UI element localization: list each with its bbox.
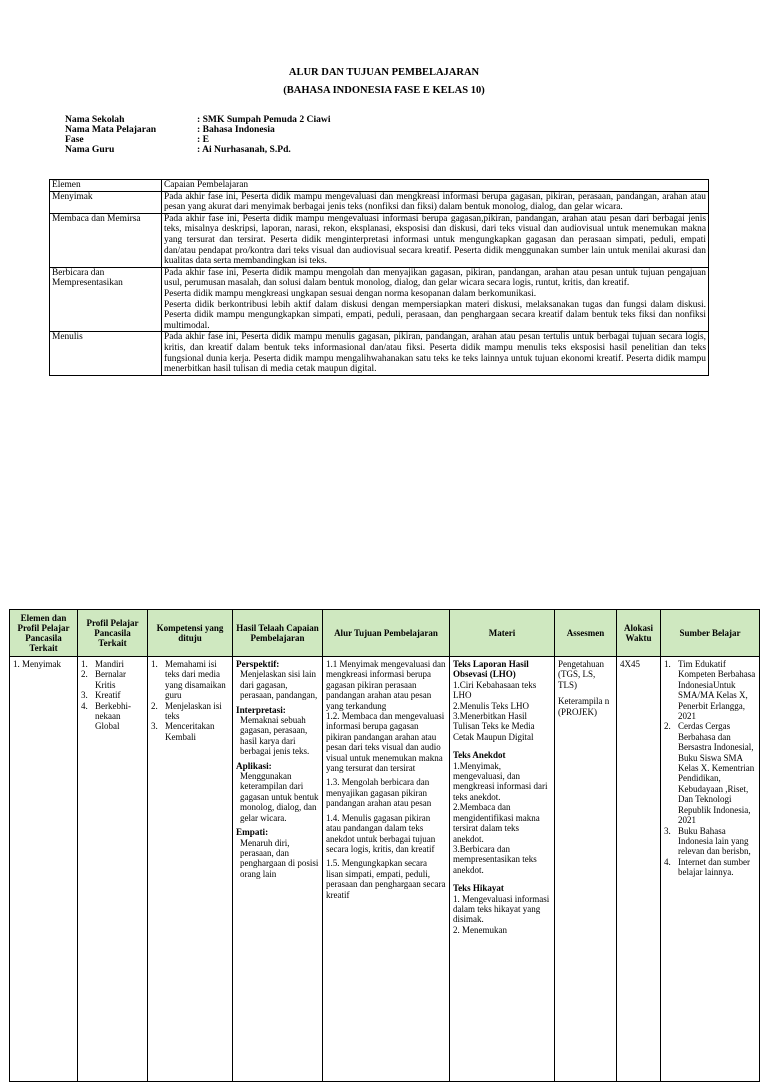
- materi-item: 2.Membaca dan mengidentifikasi makna tersirat dalam teks anekdot.: [453, 802, 540, 844]
- materi-item: 2. Menemukan: [453, 924, 507, 935]
- atp-header-row: [10, 610, 760, 657]
- capaian-table: [49, 179, 709, 376]
- alur-item: 1.5. Mengungkapkan secara lisan simpati, empati, peduli, perasaan dan penghargaan secara kreatif: [326, 858, 446, 900]
- atp-table: [9, 609, 760, 1082]
- document-title: ALUR DAN TUJUAN PEMBELAJARAN: [288, 67, 480, 78]
- list-item: 2. Cerdas Cergas Berbahasa dan Bersastra Indonesial, Buku Siswa SMA Kelas X. Kementrian Pendidikan, Kebudayaan ,Riset, Dan Teknologi Republik Indonesia, 2021: [664, 721, 755, 826]
- info-value: : Bahasa Indonesia: [197, 124, 275, 135]
- capaian-header-row: [50, 180, 709, 192]
- materi-item: 3.Berbicara dan mempresentasikan teks anekdot.: [453, 843, 537, 875]
- telaah-text: Menggunakan keterampilan dari gagasan untuk bentuk monolog, dialog, dan gelar wicara.: [240, 771, 319, 823]
- materi-heading: Teks Laporan Hasil Obsevasi (LHO): [453, 659, 529, 680]
- capaian-text-paragraph: Peserta didik berkontribusi lebih aktif dalam diskusi dengan mempersiapkan materi diskusi, melaksanakan tugas dan fungsi dalam diskusi. Peserta didik mampu mengungkapkan simpati, empati, peduli, perasaan, dan penghargaan secara kreatif dalam bentuk teks fiksi dan nonfiksi multimodal.: [164, 299, 706, 331]
- capaian-text-paragraph: Pada akhir fase ini, Peserta didik mampu mengolah dan menyajikan gagasan, pikiran, pandangan, arahan atau pesan untuk tujuan pengajuan usul, perumusan masalah, dan solusi dalam bentuk monolog, dialog, dan gelar wicara secara logis, runtut, kritis, dan kreatif.: [164, 267, 706, 289]
- capaian-text-cell: Pada akhir fase ini, Peserta didik mampu mengevaluasi dan mengkreasi informasi berupa gagasan, pikiran, perasaan, pandangan, arahan atau pesan yang akurat dari menyimak berbagai jenis teks (nonfiksi dan fiksi) dalam bentuk monolog, dialog, dan gelar wicara.: [162, 191, 709, 213]
- materi-item: 1. Mengevaluasi informasi dalam teks hikayat yang disimak.: [453, 893, 550, 925]
- telaah-heading: Interpretasi:: [236, 704, 286, 715]
- telaah-text: Menjelaskan sisi lain dari gagasan, perasaan, pandangan,: [240, 669, 318, 701]
- capaian-elemen-cell: Berbicara dan Mempresentasikan: [50, 267, 162, 332]
- materi-heading: Teks Anekdot: [453, 750, 506, 761]
- list-item: 1. Memahami isi teks dari media yang disamaikan guru: [151, 659, 226, 701]
- capaian-text-cell: Pada akhir fase ini, Peserta didik mampu menulis gagasan, pikiran, pandangan, arahan atau pesan tertulis untuk berbagai tujuan secara logis, kritis, dan kreatif dalam bentuk teks informasional dan/atau fiksi. Peserta didik mampu menulis teks eksposisi hasil penelitian dan teks fungsional dunia kerja. Peserta didik mampu mengalihwahanakan satu teks ke teks lainnya untuk tujuan ekonomi kreatif. Peserta didik mampu menerbitkan hasil tulisan di media cetak maupun digital.: [162, 332, 709, 375]
- asesmen-item: Keterampila n: [558, 696, 610, 707]
- document-subtitle: (BAHASA INDONESIA FASE E KELAS 10): [283, 85, 485, 96]
- capaian-header-capaian: Capaian Pembelajaran: [162, 180, 709, 192]
- atp-alokasi-cell: 4X45: [617, 657, 661, 1082]
- list-item: 4. Berkebhi-nekaan Global: [81, 700, 131, 732]
- info-value: : Ai Nurhasanah, S.Pd.: [197, 144, 291, 155]
- materi-item: Cetak Maupun Digital: [453, 731, 534, 742]
- atp-asesmen-cell: [555, 657, 617, 1082]
- capaian-row: [50, 332, 709, 375]
- capaian-text-cell: [162, 267, 709, 332]
- atp-header-profil: Profil Pelajar Pancasila Terkait: [78, 610, 148, 657]
- alur-item: 1.4. Menulis gagasan pikiran atau pandangan dalam teks anekdot untuk berbagai tujuan secara logis, kritis, dan kreatif: [326, 812, 436, 854]
- telaah-heading: Perspektif:: [236, 659, 280, 669]
- capaian-text-paragraph: Peserta didik mampu mengkreasi ungkapan sesuai dengan norma kesopanan dalam berkomunikasi.: [164, 288, 537, 299]
- atp-header-alur: Alur Tujuan Pembelajaran: [323, 610, 450, 657]
- info-value: : E: [197, 134, 209, 145]
- info-label: Nama Guru: [65, 144, 115, 155]
- capaian-elemen-cell: Membaca dan Memirsa: [50, 213, 162, 267]
- capaian-header-elemen: Elemen: [50, 180, 162, 192]
- atp-profil-cell: [78, 657, 148, 1082]
- atp-header-telaah: Hasil Telaah Capaian Pembelajaran: [233, 610, 323, 657]
- capaian-row: [50, 213, 709, 267]
- atp-header-kompetensi: Kompetensi yang dituju: [148, 610, 233, 657]
- capaian-elemen-cell: Menyimak: [50, 191, 162, 213]
- atp-kompetensi-cell: [148, 657, 233, 1082]
- info-label: Nama Mata Pelajaran: [65, 124, 157, 135]
- info-row-teacher: [65, 145, 331, 155]
- materi-item: 3.Menerbitkan Hasil Tulisan Teks ke Media: [453, 711, 535, 732]
- telaah-heading: Aplikasi:: [236, 760, 272, 771]
- capaian-text-cell: Pada akhir fase ini, Peserta didik mampu mengevaluasi informasi berupa gagasan,pikiran, pandangan, arahan atau pesan dari berbagai jenis teks, misalnya deskripsi, laporan, narasi, rekon, eksplanasi, eksposisi dan diskusi, dari teks visual dan audiovisual untuk menemukan makna yang tersurat dan tersirat. Peserta didik menginterpretasi informasi untuk mengungkapkan gagasan dan perasaan simpati, peduli, empati dan/atau pendapat pro/kontra dari teks visual dan audiovisual secara kreatif. Peserta didik menggunakan sumber lain untuk menilai akurasi dan kualitas data serta membandingkan isi teks.: [162, 213, 709, 267]
- capaian-row: [50, 191, 709, 213]
- telaah-text: Menaruh diri, perasaan, dan penghargaan di posisi orang lain: [240, 837, 319, 879]
- info-label: Fase: [65, 134, 84, 145]
- materi-item: 1.Ciri Kebahasaan teks LHO: [453, 679, 537, 701]
- capaian-elemen-cell: Menulis: [50, 332, 162, 375]
- atp-header-elemen: Elemen dan Profil Pelajar Pancasila Terkait: [10, 610, 78, 657]
- list-item: 4. Internet dan sumber belajar lainnya.: [664, 856, 750, 878]
- list-item: 2. Menjelaskan isi teks: [151, 700, 222, 722]
- alur-item: 1.1 Menyimak mengevaluasi dan mengkreasi informasi berupa gagasan pikiran perasaan pandangan arahan atau pesan yang terkandung: [326, 659, 446, 711]
- list-item: 3. Kreatif: [81, 690, 121, 701]
- asesmen-item: Pengetahuan (TGS, LS, TLS): [558, 659, 604, 690]
- list-item: 1. Tim Edukatif Kompeten Berbahasa IndonesiaUntuk SMA/MA Kelas X, Penerbit Erlangga, 2021: [664, 659, 756, 722]
- materi-item: 2.Menulis Teks LHO: [453, 700, 529, 711]
- telaah-text: Memaknai sebuah gagasan, perasaan, hasil karya dari berbagai jenis teks.: [240, 715, 310, 757]
- materi-item: 1.Menyimak, mengevaluasi, dan mengkreasi informasi dari teks anekdot.: [453, 760, 548, 802]
- asesmen-item: (PROJEK): [558, 706, 598, 717]
- materi-heading: Teks Hikayat: [453, 883, 504, 894]
- alur-item: 1.2. Membaca dan mengevaluasi informasi berupa gagasan pikiran pandangan arahan atau pesan dari teks visual dan audio visual untuk menemukan makna yang tersurat dan tersirat: [326, 711, 445, 774]
- atp-sumber-cell: [661, 657, 760, 1082]
- capaian-row: [50, 267, 709, 332]
- atp-header-sumber: Sumber Belajar: [661, 610, 760, 657]
- atp-row: [10, 657, 760, 1082]
- atp-header-asesmen: Assesmen: [555, 610, 617, 657]
- atp-materi-cell: [450, 657, 555, 1082]
- school-info: [65, 115, 331, 155]
- list-item: 3. Buku Bahasa Indonesia lain yang relevan dan berisbn,: [664, 825, 751, 857]
- atp-telaah-cell: [233, 657, 323, 1082]
- info-value: : SMK Sumpah Pemuda 2 Ciawi: [197, 114, 331, 125]
- list-item: 3. Menceritakan Kembali: [151, 721, 215, 742]
- atp-elemen-cell: 1. Menyimak: [10, 657, 78, 1082]
- telaah-heading: Empati:: [236, 827, 269, 838]
- list-item: 2. Bernalar Kritis: [81, 669, 126, 690]
- atp-header-alokasi: Alokasi Waktu: [617, 610, 661, 657]
- atp-header-materi: Materi: [450, 610, 555, 657]
- list-item: 1. Mandiri: [81, 659, 124, 669]
- atp-alur-cell: [323, 657, 450, 1082]
- info-label: Nama Sekolah: [65, 114, 125, 125]
- alur-item: 1.3. Mengolah berbicara dan menyajikan gagasan pikiran pandangan arahan atau pesan: [326, 777, 432, 809]
